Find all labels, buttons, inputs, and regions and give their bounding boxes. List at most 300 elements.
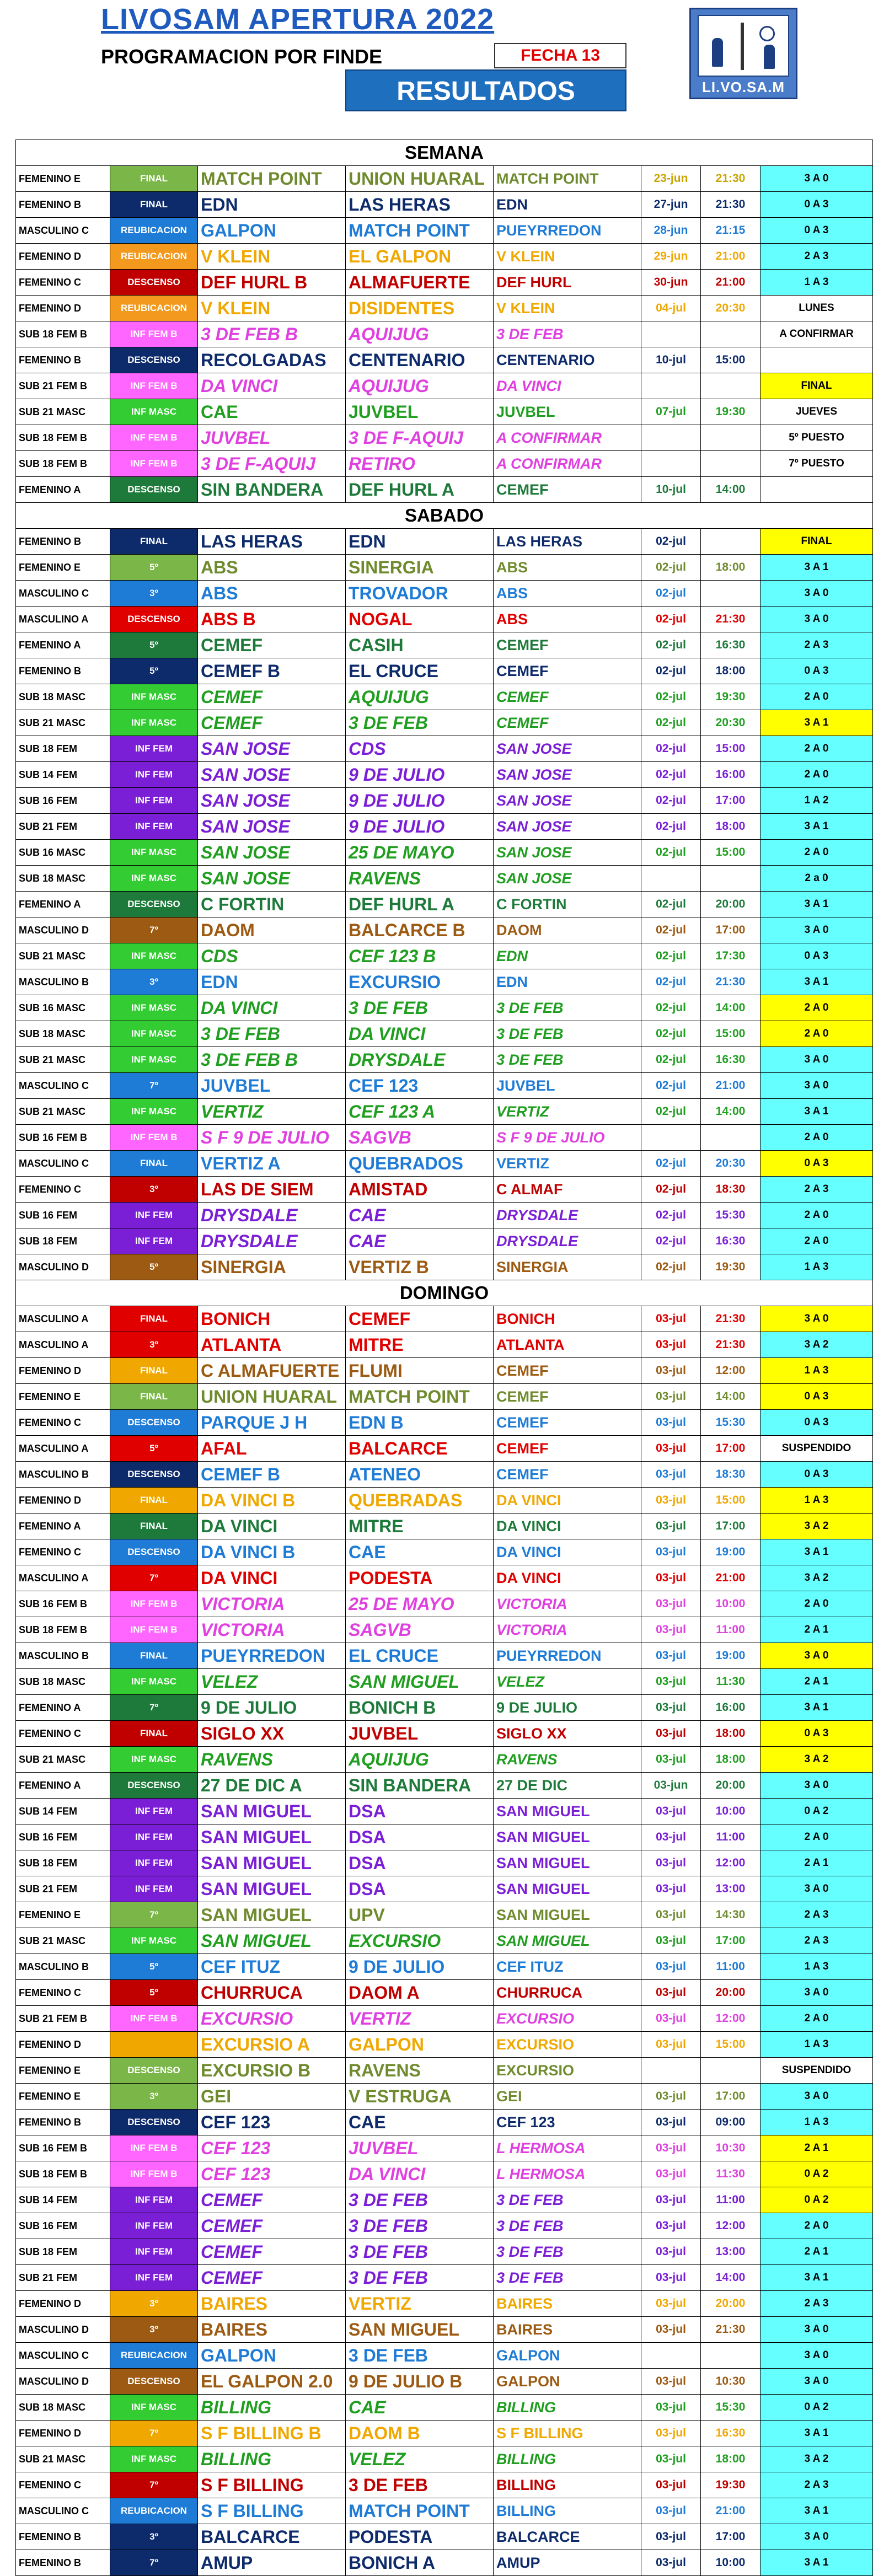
away-team-cell: MATCH POINT [346, 2498, 494, 2524]
result-cell: 2 A 3 [760, 2291, 873, 2317]
venue-cell: EXCURSIO [494, 2006, 641, 2032]
category-cell: SUB 18 FEM [16, 1228, 110, 1254]
stage-badge: DESCENSO [110, 1539, 198, 1565]
away-team-cell: CAE [346, 1203, 494, 1228]
date-cell: 03-jul [641, 2239, 701, 2265]
stage-badge: 7º [110, 917, 198, 943]
date-cell: 10-jul [641, 477, 701, 503]
date-cell: 02-jul [641, 1099, 701, 1125]
player-icon [712, 38, 723, 67]
date-cell: 03-jul [641, 1565, 701, 1591]
home-team-cell: SAN JOSE [198, 840, 346, 866]
match-row [16, 1954, 873, 1980]
time-cell: 17:00 [701, 917, 760, 943]
stage-badge: INF FEM B [110, 2135, 198, 2161]
venue-cell: AMUP [494, 2550, 641, 2576]
stage-badge: FINAL [110, 1384, 198, 1410]
player-icon [764, 45, 775, 69]
venue-cell: DA VINCI [494, 1514, 641, 1539]
time-cell: 20:00 [701, 1773, 760, 1799]
match-row [16, 347, 873, 373]
match-row [16, 736, 873, 762]
category-cell: FEMENINO E [16, 1384, 110, 1410]
match-row [16, 1721, 873, 1747]
home-team-cell: 3 DE F-AQUIJ [198, 451, 346, 477]
date-cell: 02-jul [641, 736, 701, 762]
category-cell: FEMENINO C [16, 1177, 110, 1203]
result-cell: 3 A 1 [760, 892, 873, 917]
match-row [16, 1643, 873, 1669]
away-team-cell: EL CRUCE [346, 658, 494, 684]
time-cell: 14:00 [701, 2265, 760, 2291]
category-cell: MASCULINO C [16, 581, 110, 607]
stage-badge: REUBICACION [110, 218, 198, 244]
home-team-cell: BAIRES [198, 2291, 346, 2317]
away-team-cell: JUVBEL [346, 1721, 494, 1747]
match-row [16, 607, 873, 632]
home-team-cell: 27 DE DIC A [198, 1773, 346, 1799]
date-cell: 03-jul [641, 2084, 701, 2110]
result-cell: 3 A 0 [760, 2369, 873, 2395]
date-cell: 03-jul [641, 2006, 701, 2032]
category-cell: SUB 16 FEM B [16, 2135, 110, 2161]
category-cell: FEMENINO D [16, 2421, 110, 2446]
match-row [16, 1824, 873, 1850]
result-cell: 3 A 0 [760, 2343, 873, 2369]
time-cell: 12:00 [701, 2213, 760, 2239]
stage-badge: INF MASC [110, 2395, 198, 2421]
date-cell: 02-jul [641, 555, 701, 581]
stage-badge: INF MASC [110, 710, 198, 736]
category-cell: SUB 18 FEM B [16, 2161, 110, 2187]
result-cell: 3 A 0 [760, 1073, 873, 1099]
venue-cell: ABS [494, 581, 641, 607]
stage-badge: 7º [110, 1902, 198, 1928]
time-cell: 16:30 [701, 1228, 760, 1254]
date-cell: 03-jul [641, 1436, 701, 1462]
venue-cell: RAVENS [494, 1747, 641, 1773]
time-cell: 20:00 [701, 892, 760, 917]
away-team-cell: RAVENS [346, 866, 494, 892]
home-team-cell: VICTORIA [198, 1591, 346, 1617]
away-team-cell: 25 DE MAYO [346, 1591, 494, 1617]
result-cell: 1 A 3 [760, 2032, 873, 2058]
match-row [16, 2239, 873, 2265]
result-cell: A CONFIRMAR [760, 321, 873, 347]
away-team-cell: MITRE [346, 1514, 494, 1539]
home-team-cell: BAIRES [198, 2317, 346, 2343]
away-team-cell: RETIRO [346, 451, 494, 477]
time-cell: 16:30 [701, 2421, 760, 2446]
date-cell: 03-jul [641, 1539, 701, 1565]
stage-badge: INF FEM [110, 736, 198, 762]
date-cell: 03-jul [641, 1876, 701, 1902]
away-team-cell: DAOM A [346, 1980, 494, 2006]
home-team-cell: JUVBEL [198, 425, 346, 451]
time-cell [701, 1125, 760, 1151]
section-header [16, 1280, 873, 1306]
home-team-cell: VERTIZ [198, 1099, 346, 1125]
date-cell: 03-jul [641, 1358, 701, 1384]
away-team-cell: 9 DE JULIO B [346, 2369, 494, 2395]
home-team-cell: SAN JOSE [198, 788, 346, 814]
stage-badge: INF MASC [110, 2446, 198, 2472]
match-row [16, 2006, 873, 2032]
venue-cell: SAN JOSE [494, 840, 641, 866]
home-team-cell: C ALMAFUERTE [198, 1358, 346, 1384]
time-cell: 21:30 [701, 1332, 760, 1358]
category-cell: SUB 18 MASC [16, 1669, 110, 1695]
category-cell: FEMENINO D [16, 244, 110, 270]
match-row [16, 1747, 873, 1773]
stage-badge: DESCENSO [110, 347, 198, 373]
result-cell: 3 A 1 [760, 2265, 873, 2291]
date-cell: 03-jul [641, 1928, 701, 1954]
away-team-cell: 3 DE F-AQUIJ [346, 425, 494, 451]
time-cell: 12:00 [701, 2006, 760, 2032]
stage-badge: DESCENSO [110, 477, 198, 503]
stage-badge: DESCENSO [110, 1462, 198, 1488]
venue-cell: SAN JOSE [494, 814, 641, 840]
match-row [16, 373, 873, 399]
venue-cell: DA VINCI [494, 1565, 641, 1591]
result-cell: SUSPENDIDO [760, 2058, 873, 2084]
venue-cell: CEMEF [494, 1384, 641, 1410]
match-row [16, 2187, 873, 2213]
category-cell: SUB 21 FEM [16, 814, 110, 840]
time-cell: 17:00 [701, 2524, 760, 2550]
date-cell: 02-jul [641, 814, 701, 840]
time-cell: 21:00 [701, 1565, 760, 1591]
result-cell: 0 A 3 [760, 658, 873, 684]
home-team-cell: SAN JOSE [198, 866, 346, 892]
time-cell: 14:00 [701, 1384, 760, 1410]
away-team-cell: EDN [346, 529, 494, 555]
venue-cell: L HERMOSA [494, 2135, 641, 2161]
time-cell: 20:30 [701, 710, 760, 736]
result-cell: 3 A 0 [760, 1980, 873, 2006]
venue-cell: EDN [494, 969, 641, 995]
home-team-cell: GALPON [198, 2343, 346, 2369]
category-cell: MASCULINO B [16, 1643, 110, 1669]
match-row [16, 1151, 873, 1177]
result-cell: 3 A 0 [760, 607, 873, 632]
match-row [16, 1125, 873, 1151]
venue-cell: GALPON [494, 2343, 641, 2369]
match-row [16, 1928, 873, 1954]
venue-cell: SAN MIGUEL [494, 1799, 641, 1824]
stage-badge: INF MASC [110, 995, 198, 1021]
date-cell: 02-jul [641, 943, 701, 969]
away-team-cell: AQUIJUG [346, 684, 494, 710]
date-cell: 02-jul [641, 1073, 701, 1099]
category-cell: SUB 18 MASC [16, 684, 110, 710]
stage-badge: 5º [110, 632, 198, 658]
date-cell: 03-jul [641, 1954, 701, 1980]
match-row [16, 1462, 873, 1488]
away-team-cell: ATENEO [346, 1462, 494, 1488]
venue-cell: DRYSDALE [494, 1228, 641, 1254]
stage-badge: INF FEM [110, 1203, 198, 1228]
venue-cell: 3 DE FEB [494, 1021, 641, 1047]
home-team-cell: ABS [198, 581, 346, 607]
stage-badge: FINAL [110, 1514, 198, 1539]
home-team-cell: CEMEF [198, 2239, 346, 2265]
home-team-cell: 3 DE FEB [198, 1021, 346, 1047]
result-cell: 3 A 1 [760, 2498, 873, 2524]
date-cell: 02-jul [641, 529, 701, 555]
match-row [16, 1695, 873, 1721]
result-cell: 2 A 0 [760, 736, 873, 762]
away-team-cell: JUVBEL [346, 2135, 494, 2161]
category-cell: SUB 21 MASC [16, 710, 110, 736]
date-cell: 29-jun [641, 244, 701, 270]
result-cell: 2 A 3 [760, 2472, 873, 2498]
stage-badge: REUBICACION [110, 2498, 198, 2524]
category-cell: FEMENINO A [16, 477, 110, 503]
match-row [16, 2524, 873, 2550]
result-cell: 0 A 2 [760, 2187, 873, 2213]
match-row [16, 529, 873, 555]
time-cell: 11:00 [701, 2187, 760, 2213]
match-row [16, 995, 873, 1021]
time-cell: 11:00 [701, 1617, 760, 1643]
venue-cell: BALCARCE [494, 2524, 641, 2550]
venue-cell: L HERMOSA [494, 2161, 641, 2187]
home-team-cell: GALPON [198, 218, 346, 244]
match-row [16, 1799, 873, 1824]
away-team-cell: AQUIJUG [346, 373, 494, 399]
home-team-cell: ABS B [198, 607, 346, 632]
venue-cell: BAIRES [494, 2317, 641, 2343]
stage-badge: 7º [110, 1695, 198, 1721]
match-row [16, 2265, 873, 2291]
date-cell: 03-jul [641, 2213, 701, 2239]
away-team-cell: EXCURSIO [346, 969, 494, 995]
stage-badge: INF MASC [110, 943, 198, 969]
match-row [16, 192, 873, 218]
category-cell: SUB 21 FEM [16, 2265, 110, 2291]
category-cell: SUB 18 FEM B [16, 451, 110, 477]
stage-badge: INF FEM [110, 1824, 198, 1850]
time-cell: 12:00 [701, 1850, 760, 1876]
time-cell: 21:30 [701, 166, 760, 192]
result-cell: 1 A 3 [760, 1254, 873, 1280]
result-cell: LUNES [760, 296, 873, 321]
category-cell: SUB 16 FEM B [16, 1591, 110, 1617]
venue-cell: CEF 123 [494, 2110, 641, 2135]
venue-cell: VERTIZ [494, 1099, 641, 1125]
date-cell: 02-jul [641, 788, 701, 814]
result-cell: 1 A 3 [760, 1358, 873, 1384]
result-cell: 2 a 0 [760, 866, 873, 892]
time-cell: 15:00 [701, 2032, 760, 2058]
venue-cell: DA VINCI [494, 1539, 641, 1565]
category-cell: SUB 21 MASC [16, 1047, 110, 1073]
home-team-cell: VICTORIA [198, 1617, 346, 1643]
stage-badge: INF FEM [110, 788, 198, 814]
stage-badge: FINAL [110, 1721, 198, 1747]
away-team-cell: 9 DE JULIO [346, 814, 494, 840]
date-cell: 03-jul [641, 2161, 701, 2187]
result-cell: 2 A 0 [760, 762, 873, 788]
category-cell: FEMENINO C [16, 1410, 110, 1436]
venue-cell: CEMEF [494, 1358, 641, 1384]
match-row [16, 2291, 873, 2317]
time-cell: 15:30 [701, 1203, 760, 1228]
category-cell: SUB 18 FEM B [16, 425, 110, 451]
time-cell: 18:30 [701, 1462, 760, 1488]
away-team-cell: DSA [346, 1799, 494, 1824]
venue-cell: 9 DE JULIO [494, 1695, 641, 1721]
away-team-cell: BONICH A [346, 2550, 494, 2576]
category-cell: SUB 16 FEM [16, 2213, 110, 2239]
match-row [16, 2084, 873, 2110]
time-cell: 21:30 [701, 607, 760, 632]
time-cell [701, 2058, 760, 2084]
venue-cell: EXCURSIO [494, 2032, 641, 2058]
away-team-cell: 3 DE FEB [346, 2239, 494, 2265]
match-row [16, 2369, 873, 2395]
stage-badge: DESCENSO [110, 270, 198, 296]
venue-cell: GEI [494, 2084, 641, 2110]
home-team-cell: CEMEF [198, 710, 346, 736]
venue-cell: SAN MIGUEL [494, 1902, 641, 1928]
venue-cell: 3 DE FEB [494, 995, 641, 1021]
time-cell: 19:00 [701, 1539, 760, 1565]
home-team-cell: BALCARCE [198, 2524, 346, 2550]
time-cell: 16:00 [701, 1695, 760, 1721]
away-team-cell: QUEBRADOS [346, 1151, 494, 1177]
match-row [16, 166, 873, 192]
venue-cell: BAIRES [494, 2291, 641, 2317]
match-row [16, 1617, 873, 1643]
match-row [16, 2343, 873, 2369]
home-team-cell: VELEZ [198, 1669, 346, 1695]
home-team-cell: S F 9 DE JULIO [198, 1125, 346, 1151]
result-cell: 3 A 0 [760, 917, 873, 943]
home-team-cell: SAN MIGUEL [198, 1799, 346, 1824]
stage-badge: INF FEM [110, 1850, 198, 1876]
time-cell: 20:30 [701, 296, 760, 321]
home-team-cell: CEMEF [198, 684, 346, 710]
venue-cell: A CONFIRMAR [494, 425, 641, 451]
time-cell: 16:30 [701, 1047, 760, 1073]
home-team-cell: PUEYRREDON [198, 1643, 346, 1669]
match-row [16, 296, 873, 321]
date-cell: 03-jul [641, 2395, 701, 2421]
livosam-logo [689, 8, 797, 99]
category-cell: MASCULINO A [16, 1332, 110, 1358]
stage-badge: REUBICACION [110, 244, 198, 270]
category-cell: SUB 18 FEM B [16, 321, 110, 347]
category-cell: MASCULINO D [16, 2369, 110, 2395]
venue-cell: C ALMAF [494, 1177, 641, 1203]
home-team-cell: LAS DE SIEM [198, 1177, 346, 1203]
category-cell: FEMENINO B [16, 658, 110, 684]
home-team-cell: ATLANTA [198, 1332, 346, 1358]
venue-cell: EXCURSIO [494, 2058, 641, 2084]
home-team-cell: SIGLO XX [198, 1721, 346, 1747]
time-cell: 14:00 [701, 477, 760, 503]
category-cell: MASCULINO C [16, 1073, 110, 1099]
away-team-cell: VERTIZ B [346, 1254, 494, 1280]
away-team-cell: 25 DE MAYO [346, 840, 494, 866]
venue-cell: MATCH POINT [494, 166, 641, 192]
category-cell: MASCULINO C [16, 1151, 110, 1177]
match-row [16, 2421, 873, 2446]
stage-badge: INF FEM B [110, 1591, 198, 1617]
category-cell: SUB 21 MASC [16, 1099, 110, 1125]
stage-badge: 7º [110, 2550, 198, 2576]
result-cell: 2 A 0 [760, 684, 873, 710]
home-team-cell: EL GALPON 2.0 [198, 2369, 346, 2395]
stage-badge: 5º [110, 1954, 198, 1980]
result-cell: 2 A 0 [760, 840, 873, 866]
home-team-cell: BILLING [198, 2446, 346, 2472]
result-cell: 3 A 0 [760, 2524, 873, 2550]
time-cell: 12:00 [701, 1358, 760, 1384]
away-team-cell: TROVADOR [346, 581, 494, 607]
date-cell: 03-jul [641, 1980, 701, 2006]
match-row [16, 244, 873, 270]
date-cell: 03-jul [641, 2291, 701, 2317]
result-cell: SUSPENDIDO [760, 1436, 873, 1462]
date-cell: 03-jul [641, 2550, 701, 2576]
match-row [16, 2317, 873, 2343]
venue-cell: SINERGIA [494, 1254, 641, 1280]
away-team-cell: 9 DE JULIO [346, 788, 494, 814]
home-team-cell: V KLEIN [198, 296, 346, 321]
match-row [16, 2550, 873, 2576]
venue-cell: BILLING [494, 2395, 641, 2421]
venue-cell: V KLEIN [494, 296, 641, 321]
home-team-cell: SAN MIGUEL [198, 1902, 346, 1928]
match-row [16, 2498, 873, 2524]
match-row [16, 1203, 873, 1228]
time-cell [701, 451, 760, 477]
match-row [16, 555, 873, 581]
venue-cell: SAN MIGUEL [494, 1928, 641, 1954]
stage-badge: REUBICACION [110, 2343, 198, 2369]
date-cell [641, 866, 701, 892]
stage-badge: INF FEM B [110, 373, 198, 399]
result-cell: 0 A 3 [760, 1384, 873, 1410]
home-team-cell: EDN [198, 192, 346, 218]
venue-cell: V KLEIN [494, 244, 641, 270]
stage-badge: INF FEM [110, 1799, 198, 1824]
result-cell: 3 A 2 [760, 2446, 873, 2472]
match-row [16, 943, 873, 969]
category-cell: SUB 16 FEM B [16, 1125, 110, 1151]
stage-badge: INF FEM B [110, 2006, 198, 2032]
result-cell: 3 A 1 [760, 1539, 873, 1565]
category-cell: FEMENINO D [16, 1488, 110, 1514]
time-cell: 20:00 [701, 2291, 760, 2317]
category-cell: SUB 21 MASC [16, 1747, 110, 1773]
match-row [16, 1177, 873, 1203]
date-cell: 03-jul [641, 1514, 701, 1539]
stage-badge: INF FEM B [110, 1125, 198, 1151]
match-row [16, 1228, 873, 1254]
result-cell: 2 A 0 [760, 2213, 873, 2239]
venue-cell: S F 9 DE JULIO [494, 1125, 641, 1151]
home-team-cell: CEMEF [198, 2265, 346, 2291]
stage-badge: DESCENSO [110, 2058, 198, 2084]
home-team-cell: CEF 123 [198, 2135, 346, 2161]
result-cell: 2 A 3 [760, 244, 873, 270]
away-team-cell: 3 DE FEB [346, 2472, 494, 2498]
